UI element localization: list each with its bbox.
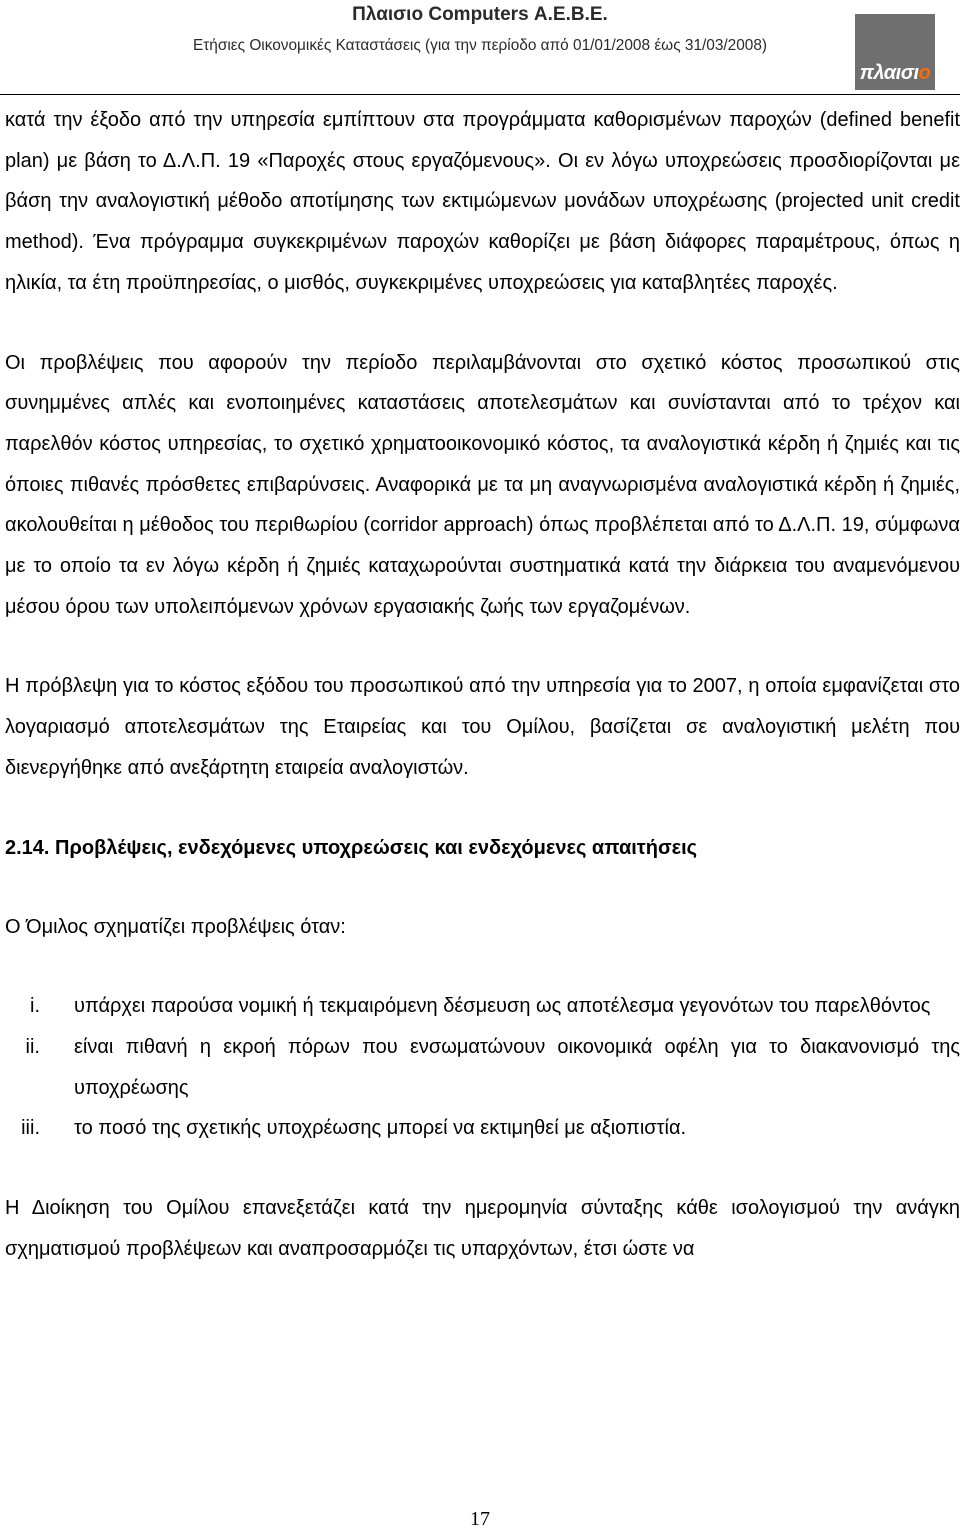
logo-wordmark (855, 62, 935, 84)
list-item-text: υπάρχει παρούσα νομική ή τεκμαιρόμενη δέσμευση ως αποτέλεσμα γεγονότων του παρελθόντος (74, 995, 931, 1018)
list-item-number: i. (30, 995, 40, 1018)
logo-text: πλαισι (859, 62, 919, 84)
list-item-number: ii. (25, 1035, 40, 1058)
report-subtitle: Ετήσιες Οικονομικές Καταστάσεις (για την περίοδο από 01/01/2008 έως 31/03/2008) (192, 37, 768, 54)
paragraph-provisions-cost: Οι προβλέψεις που αφορούν την περίοδο περιλαμβάνονται στο σχετικό κόστος προσωπικού στις συνημμένες απλές και ενοποιημένες καταστάσεις αποτελεσμάτων και συνίστανται από το τρέχον και παρελθόν κόστος υπηρεσίας, το σχετικό χρηματοοικονομικό κόστος, τα αναλογιστικά κέρδη ή ζημιές και τις όποιες πιθανές πρόσθετες επιβαρύνσεις. Αναφορικά με τα μη αναγνωρισμένα αναλογιστικά κέρδη ή ζημιές, ακολουθείται η μέθοδος του περιθωρίου (corridor approach) όπως προβλέπεται από το Δ.Λ.Π. 19, σύμφωνα με το οποίο τα εν λόγω κέρδη ή ζημιές καταχωρούνται συστηματικά κατά την διάρκεια του αναμενόμενου μέσου όρου των υπολειπόμενων χρόνων εργασιακής ζωής των εργαζομένων. (5, 351, 960, 618)
plaisio-logo (855, 14, 935, 90)
header-divider (0, 94, 960, 95)
list-item-text: είναι πιθανή η εκροή πόρων που ενσωματώνουν οικονομικά οφέλη για το διακανονισμό της υποχρέωσης (74, 1035, 960, 1099)
conditions-list (5, 986, 960, 1149)
page-header (0, 0, 960, 96)
paragraph-actuarial-study: Η πρόβλεψη για το κόστος εξόδου του προσωπικού από την υπηρεσία για το 2007, η οποία εμφανίζεται στο λογαριασμό αποτελεσμάτων της Εταιρείας και του Ομίλου, βασίζεται σε αναλογιστική μελέτη που διενεργήθηκε από ανεξάρτητη εταιρεία αναλογιστών. (5, 675, 960, 779)
list-item (5, 986, 960, 1027)
list-item (5, 1027, 960, 1108)
logo-accent-letter: ο (918, 62, 931, 84)
section-heading: 2.14. Προβλέψεις, ενδεχόμενες υποχρεώσεις και ενδεχόμενες απαιτήσεις (5, 836, 698, 859)
section-intro: Ο Όμιλος σχηματίζει προβλέψεις όταν: (5, 915, 346, 938)
list-item-text: το ποσό της σχετικής υποχρέωσης μπορεί να εκτιμηθεί με αξιοπιστία. (74, 1117, 687, 1140)
list-item (5, 1108, 960, 1149)
company-title: Πλαισιο Computers Α.Ε.Β.Ε. (352, 4, 608, 25)
page-number: 17 (470, 1508, 490, 1530)
paragraph-defined-benefit: κατά την έξοδο από την υπηρεσία εμπίπτουν στα προγράμματα καθορισμένων παροχών (defined benefit plan) με βάση το Δ.Λ.Π. 19 «Παροχές στους εργαζόμενους». Οι εν λόγω υποχρεώσεις προσδιορίζονται με βάση την αναλογιστική μέθοδο αποτίμησης των εκτιμώμενων μονάδων υποχρέωσης (projected unit credit method). Ένα πρόγραμμα συγκεκριμένων παροχών καθορίζει με βάση διάφορες παραμέτρους, όπως η ηλικία, τα έτη προϋπηρεσίας, ο μισθός, συγκεκριμένες υποχρεώσεις για καταβλητέες παροχές. (5, 109, 960, 294)
document-body (5, 100, 960, 1269)
list-item-number: iii. (21, 1117, 40, 1140)
paragraph-management-review: Η Διοίκηση του Ομίλου επανεξετάζει κατά την ημερομηνία σύνταξης κάθε ισολογισμού την ανάγκη σχηματισμού προβλέψεων και αναπροσαρμόζει τις υπαρχόντων, έτσι ώστε να (5, 1197, 960, 1260)
